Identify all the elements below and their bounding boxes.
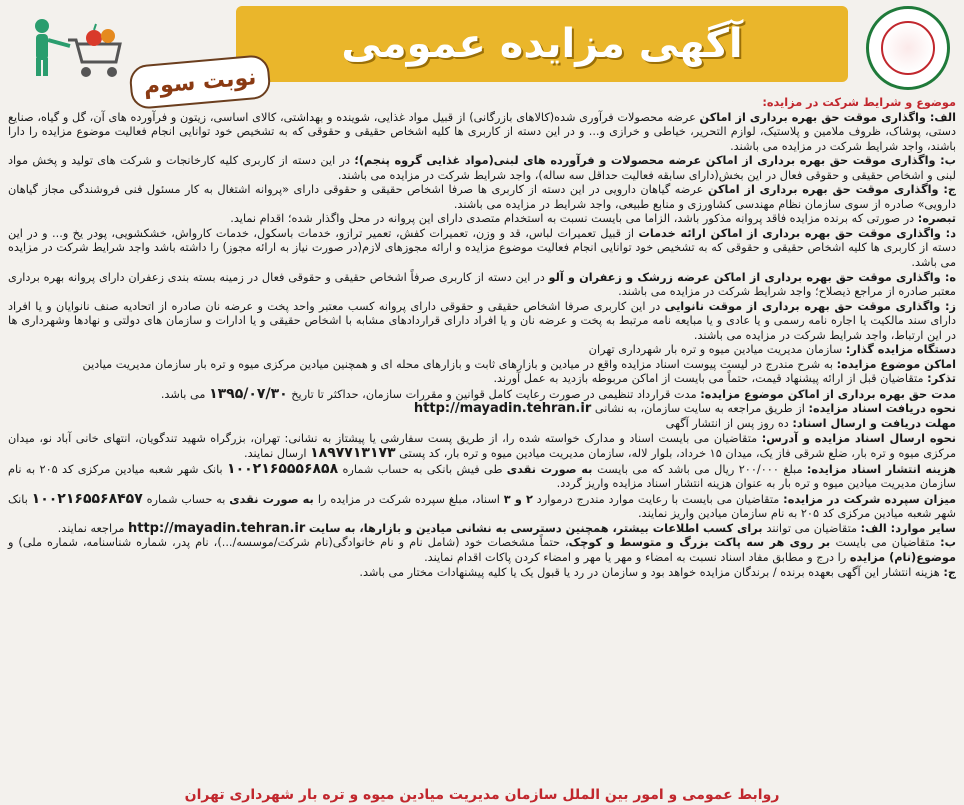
fee-text: مبلغ ۲۰۰/۰۰۰ ریال می باشد که می بایست [597, 462, 807, 476]
logo-emblem [881, 21, 935, 75]
item-c-text: عرضه گیاهان دارویی در این دسته از کاربری ها صرفا اشخاص حقیقی و حقوقی دارای «پروانه اشتغال به کار مسئول فنی فروشندگی مجاز گیاهان دارویی» صادره از سوی سازمان نظام مهندسی کشاورزی و منابع طبیعی، واجد شرایط در مزایده می باشند. [8, 183, 956, 211]
docs-heading: نحوه دریافت اسناد مزایده: [808, 402, 956, 416]
deposit-items: ۲ و ۳ [503, 492, 533, 506]
other-b-text3: را درج و مطابق مفاد اسناد نسبت به امضاء و مهر یا مهر و امضاء کردن پاکات اقدام نمایند. [424, 550, 850, 564]
other-b [8, 536, 956, 565]
round-badge-label: نوبت سوم [142, 64, 258, 100]
fee-text3: بانک شهر شعبه میادین مرکزی کد ۲۰۵ به نام سازمان مدیریت میادین میوه و تره بار به عنوان هزینه انتشار اسناد مزایده واریز گردد. [8, 462, 956, 491]
item-a [8, 111, 956, 155]
item-c [8, 183, 956, 212]
deadline [8, 417, 956, 432]
item-e-text: در این دسته از کاربری صرفاً اشخاص حقیقی و حقوقی فعال در زمینه بسته بندی زعفران دارای پروانه بهره برداری معتبر صادره از مراجع ذیصلاح؛ واجد شرایط شرکت در مزایده می باشند. [8, 270, 956, 299]
remark [8, 372, 956, 387]
send [8, 432, 956, 462]
duration-heading: مدت حق بهره برداری از اماکن موضوع مزایده: [700, 387, 956, 401]
docs [8, 402, 956, 417]
deposit-account: ۱۰۰۲۱۶۵۵۶۸۴۵۷ [31, 490, 143, 507]
duration-text: مدت قرارداد تنظیمی در صورت رعایت کامل قوانین و مقررات سازمان، حداکثر تا تاریخ [291, 387, 701, 401]
postal-code: ۱۸۹۷۷۱۳۱۷۳ [310, 445, 396, 462]
deposit-text: متقاضیان می بایست با رعایت موارد مندرج درموارد [536, 492, 784, 506]
tehran-municipality-logo [866, 6, 950, 90]
topic-heading: موضوع و شرایط شرکت در مزایده: [762, 96, 956, 109]
deposit [8, 492, 956, 522]
item-z [8, 300, 956, 344]
advertisement-body [8, 96, 956, 580]
remark-heading: تذکر: [927, 372, 956, 386]
item-d-text: از قبیل تعمیرات لباس، قد و وزن، تعمیرات کفش، تعمیر ترازو، خدمات باسکول، خدمات کارواش، خشکشویی، پودر یخ و... و در این دسته از کاربری ها کلیه اشخاص حقیقی و حقوقی که به تشخیص خود توانایی انجام فعالیت موضوع مزایده و ارائه مجوزهای لازم(در صورت نیاز به ارائه مجوز) را داشته باشد واجد شرایط شرکت در مزایده می باشد. [8, 226, 956, 270]
item-b [8, 154, 956, 183]
deposit-heading: میزان سپرده شرکت در مزایده: [783, 492, 957, 506]
item-a-text: عرضه محصولات فرآوری شده(کالاهای بازرگانی) از قبیل مواد غذایی، شوینده و بهداشتی، کالای اساسی، زیتون و فرآورده های آن، گل و گیاه، صنایع دستی، پوشاک، ظروف ملامین و پلاستیک، لوازم التحریر، خیاطی و خرازی و... و در این دسته از کاربری ها کلیه اشخاص حقیقی و حقوقی که به تشخیص خود توانایی انجام فعالیت موضوع مزایده را دارا باشند، واجد شرایط شرکت در مزایده می باشند. [8, 110, 956, 153]
locations-text: به شرح مندرج در لیست پیوست اسناد مزایده واقع در میادین و بازارهای ثابت و بازارهای محله ای و همچنین میادین مرکزی میوه و تره بار سازمان مدیریت میادین [82, 357, 837, 371]
footer-signature: روابط عمومی و امور بین الملل سازمان مدیریت میادین میوه و تره بار شهرداری تهران [184, 787, 780, 803]
other-b-text: متقاضیان می بایست [835, 536, 941, 550]
item-e [8, 271, 956, 300]
other-a [8, 522, 956, 537]
send-heading: نحوه ارسال اسناد مزایده و آدرس: [761, 431, 956, 445]
fee-heading: هزینه انتشار اسناد مزایده: [806, 462, 956, 476]
page-title: آگهی مزایده عمومی [341, 21, 743, 67]
fee [8, 462, 956, 492]
deadline-text: ده روز پس از انتشار آگهی [665, 417, 793, 431]
send-text: متقاضیان می بایست اسناد و مدارک خواسته شده را، از طریق پست سفارشی یا پیشتاز به نشانی: تهران، بزرگراه شهید تندگویان، انتهای خانی آباد نو، میدان مرکزی میوه و تره بار، ضلع شرقی فاز یک، میدان ۱۵ خرداد، بلوار لاله، سازمان مدیریت میادین میوه و تره بار، کد پستی [8, 431, 956, 461]
item-b-heading: ب: واگذاری موقت حق بهره برداری از اماکن عرضه محصولات و فرآورده های لبنی(مواد غذایی گروه پنجم)؛ [354, 154, 957, 168]
docs-text: از طریق مراجعه به سایت سازمان، به نشانی [594, 402, 809, 416]
item-b-text: در این دسته از کاربری کلیه کارخانجات و شرکت های تولید و پخش مواد لبنی و اشخاص حقیقی و حقوقی فعال در این بخش(دارای سابقه فعالیت حداقل سه ساله)، واجد شرایط شرکت در مزایده می باشند. [8, 154, 956, 182]
deposit-text3: به حساب شماره [146, 492, 230, 506]
locations-heading: اماکن موضوع مزایده: [836, 357, 956, 371]
deposit-cash: به صورت نقدی [229, 492, 318, 506]
remark-text: متقاضیان قبل از ارائه پیشنهاد قیمت، حتماً می بایست از اماکن مربوطه بازدید به عمل آورند. [493, 372, 928, 386]
other-bold: برای کسب اطلاعات بیشتر، همچنین دسترسی به نشانی میادین و بازارها، به سایت [308, 521, 767, 535]
agency-heading: دستگاه مزایده گذار: [845, 343, 956, 357]
title-banner [236, 6, 848, 82]
item-d [8, 227, 956, 271]
locations [8, 358, 956, 373]
header [0, 0, 964, 100]
other-c-text: هزینه انتشار این آگهی بعهده برنده / برندگان مزایده خواهد بود و سازمان در رد یا قبول یک یا کلیه پیشنهادات مختار می باشد. [359, 565, 944, 579]
duration-end: می باشد. [160, 387, 210, 401]
item-d-heading: د: واگذاری موقت حق بهره برداری از اماکن ارائه خدمات [638, 226, 956, 240]
other-c [8, 566, 956, 581]
note-text: در صورتی که برنده مزایده فاقد پروانه مذکور باشد، الزاما می بایست نسبت به استخدام متصدی دارای این پروانه در محل واگذار شده؛ اقدام نماید. [230, 212, 918, 226]
fee-account: ۱۰۰۲۱۶۵۵۵۶۸۵۸ [227, 460, 339, 477]
fee-cash: به صورت نقدی [506, 462, 598, 476]
other-b-bold: بر روی هر سه پاکت بزرگ و متوسط و کوچک [568, 536, 836, 550]
other-b-bold2: موضوع(نام) مزایده [849, 550, 956, 564]
deposit-text2: اسناد، مبلغ سپرده شرکت در مزایده را [317, 492, 504, 506]
docs-link[interactable]: http://mayadin.tehran.ir [413, 401, 592, 417]
item-z-text: در این کاربری صرفا اشخاص حقیقی و حقوقی دارای پروانه کسب معتبر واحد پخت و عرضه نان صادره از اتحادیه صنف نانوایان و یا افراد دارای سند مالکیت یا اجاره نامه رسمی و یا عادی و یا مبایعه نامه مرتبط به پخت و عرضه نان و یا افراد دارای قراردادهای مشابه با اشخاص حقیقی و یا ادارات و سازمان های دولتی و نهادها وشهرداری ها در این ارتباط، واجد شرایط شرکت در مزایده می باشند. [8, 299, 956, 342]
agency-text: سازمان مدیریت میادین میوه و تره بار شهرداری تهران [588, 343, 846, 357]
other-end: مراجعه نمایند. [57, 521, 128, 535]
duration [8, 387, 956, 403]
item-z-heading: ز: واگذاری موقت حق بهره برداری از موقت نانوایی [664, 299, 956, 313]
other-c-heading: ج: [943, 565, 956, 579]
item-note [8, 212, 956, 227]
other-link[interactable]: http://mayadin.tehran.ir [127, 520, 306, 536]
note-heading: تبصره: [917, 212, 956, 226]
item-e-heading: ه: واگذاری موقت حق بهره برداری از اماکن عرضه زرشک و زعفران و آلو [548, 270, 957, 284]
deposit-text4: بانک شهر شعبه میادین مرکزی کد ۲۰۵ به نام سازمان میادین واریز نمایند. [8, 492, 956, 521]
other-heading: سایر موارد: الف: [860, 521, 956, 535]
other-text: متقاضیان می توانند [766, 521, 861, 535]
duration-date: ۱۳۹۵/۰۷/۳۰ [209, 385, 288, 402]
other-b-heading: ب: [940, 536, 957, 550]
send-end: ارسال نمایند. [244, 447, 311, 461]
agency [8, 343, 956, 358]
person-with-shopping-cart-icon [24, 16, 124, 80]
fee-text2: طی فیش بانکی به حساب شماره [342, 462, 507, 476]
other-b-text2: ، حتماً مشخصات خود (شامل نام و نام خانوادگی(نام شرکت/موسسه/...)، نام پدر، شماره شناسنامه، شماره ملی) و [8, 536, 569, 550]
deadline-heading: مهلت دریافت و ارسال اسناد: [792, 417, 956, 431]
item-a-heading: الف: واگذاری موقت حق بهره برداری از اماکن [699, 110, 956, 124]
item-c-heading: ج: واگذاری موقت حق بهره برداری از اماکن [707, 183, 957, 197]
